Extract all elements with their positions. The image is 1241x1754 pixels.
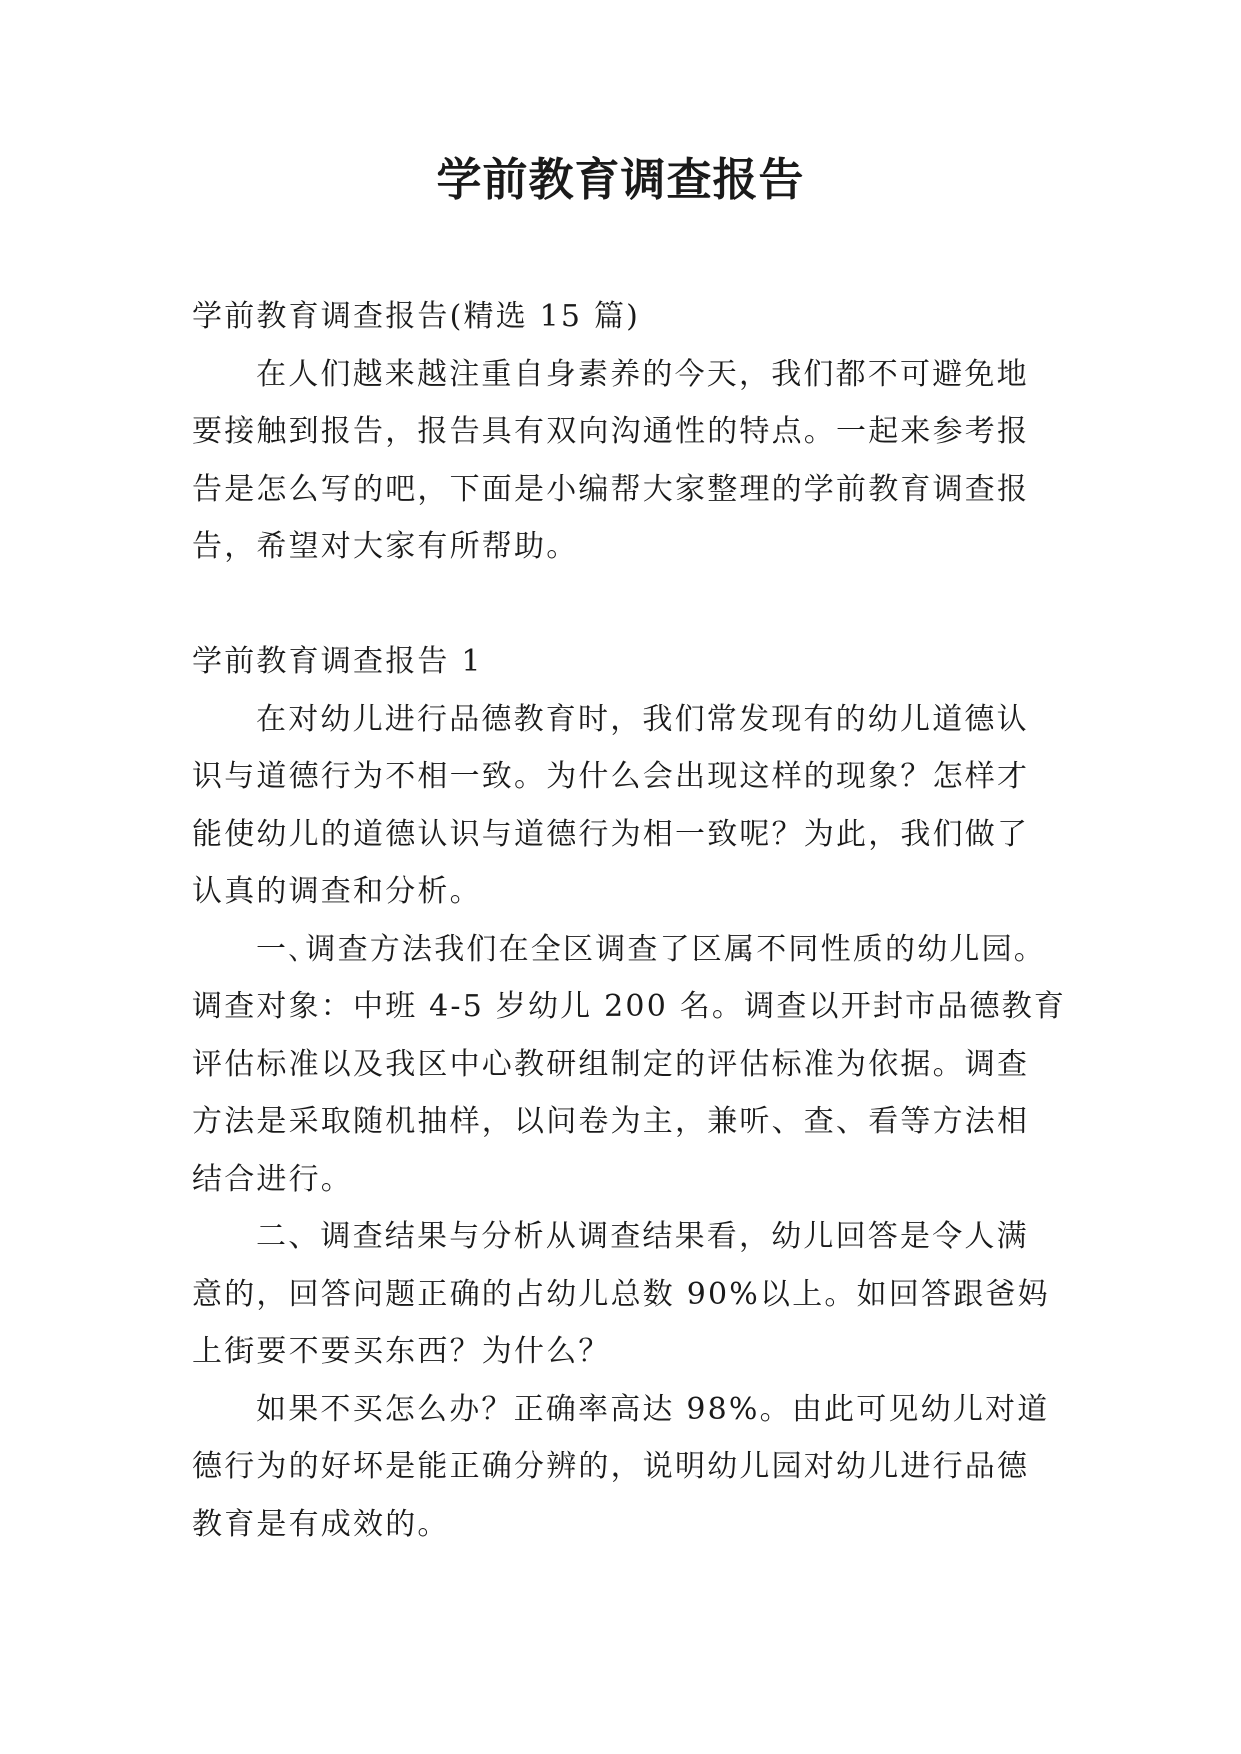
- text-line: 在人们越来越注重自身素养的今天，我们都不可避免地: [256, 356, 1029, 392]
- text-line: 调查对象：中班 4-5 岁幼儿 200 名。调查以开封市品德教育: [192, 989, 1067, 1024]
- text-line: 评估标准以及我区中心教研组制定的评估标准为依据。调查: [192, 1046, 1030, 1082]
- intro-paragraph: [192, 346, 1054, 576]
- section-paragraph: [192, 1208, 1054, 1381]
- text-line: 一､调查方法我们在全区调查了区属不同性质的幼儿园。: [256, 931, 1046, 967]
- text-line: 德行为的好坏是能正确分辨的，说明幼儿园对幼儿进行品德: [192, 1449, 1030, 1484]
- document-subtitle: 学前教育调查报告(精选 15 篇): [192, 299, 641, 334]
- text-line: 认真的调查和分析。: [192, 874, 482, 909]
- text-line: 能使幼儿的道德认识与道德行为相一致呢？为此，我们做了: [192, 816, 1030, 852]
- section-heading: 学前教育调查报告 1: [192, 644, 483, 679]
- text-line: 上街要不要买东西？为什么？: [192, 1334, 611, 1369]
- text-line: 意的，回答问题正确的占幼儿总数 90%以上。如回答跟爸妈: [192, 1276, 1050, 1312]
- text-line: 教育是有成效的。: [192, 1506, 450, 1542]
- section-paragraph: [192, 691, 1054, 921]
- paragraph-spacer: [192, 576, 1054, 634]
- section-paragraph: [192, 1381, 1054, 1554]
- text-line: 二、调查结果与分析从调查结果看，幼儿回答是令人满: [256, 1219, 1029, 1254]
- text-line: 告是怎么写的吧，下面是小编帮大家整理的学前教育调查报: [192, 471, 1030, 507]
- section-paragraph: [192, 921, 1067, 1209]
- text-line: 结合进行。: [192, 1161, 353, 1197]
- text-line: 要接触到报告，报告具有双向沟通性的特点。一起来参考报: [192, 414, 1030, 449]
- text-line: 识与道德行为不相一致。为什么会出现这样的现象？怎样才: [192, 759, 1030, 794]
- text-line: 告，希望对大家有所帮助。: [192, 529, 579, 564]
- text-line: 在对幼儿进行品德教育时，我们常发现有的幼儿道德认: [256, 701, 1029, 737]
- document-title: 学前教育调查报告: [436, 153, 805, 206]
- text-line: 如果不买怎么办？正确率高达 98%。由此可见幼儿对道: [256, 1391, 1050, 1427]
- text-line: 方法是采取随机抽样，以问卷为主，兼听、查、看等方法相: [192, 1104, 1030, 1139]
- document-body: [192, 288, 1067, 1553]
